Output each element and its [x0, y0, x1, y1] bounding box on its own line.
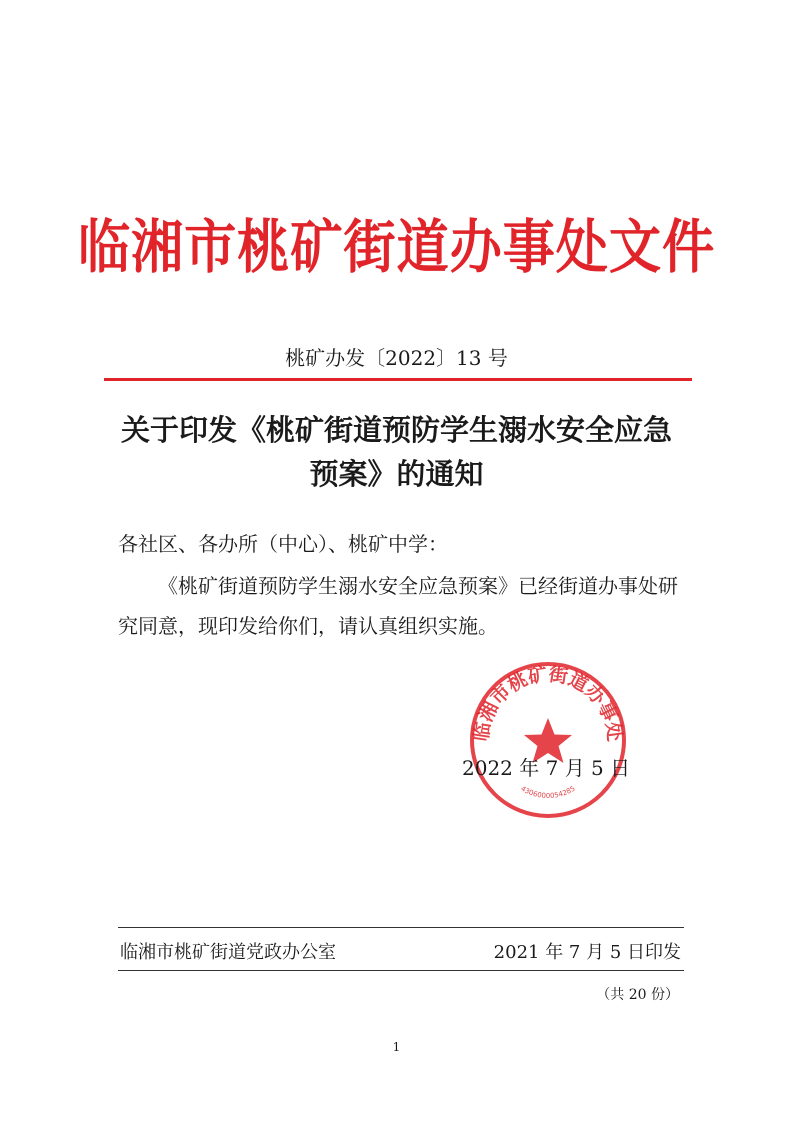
body-paragraph: 《桃矿街道预防学生溺水安全应急预案》已经街道办事处研究同意，现印发给你们，请认真组织实施。 [118, 574, 678, 638]
document-title-line-2: 预案》的通知 [309, 457, 484, 491]
salutation: 各社区、各办所（中心）、桃矿中学： [118, 532, 448, 556]
copies-count: （共 20 份） [596, 987, 679, 1003]
document-number: 桃矿办发〔2022〕13 号 [285, 346, 508, 370]
seal-text: 临湘市桃矿街道办事处 [470, 663, 626, 743]
document-title-line-1: 关于印发《桃矿街道预防学生溺水安全应急 [120, 413, 672, 447]
footer-bottom-rule [118, 970, 684, 971]
document-title [100, 408, 693, 496]
footer-print-date: 2021 年 7 月 5 日印发 [493, 942, 681, 963]
footer-top-rule [118, 927, 684, 928]
footer-office: 临湘市桃矿街道党政办公室 [120, 942, 336, 963]
issuer-header-title: 临湘市桃矿街道办事处文件 [77, 213, 716, 281]
page-number: 1 [392, 1040, 401, 1054]
signature-date: 2022 年 7 月 5 日 [462, 756, 631, 780]
red-divider-line [104, 378, 692, 381]
seal-code: 4306000054285 [519, 784, 577, 800]
official-seal-icon [468, 660, 628, 820]
